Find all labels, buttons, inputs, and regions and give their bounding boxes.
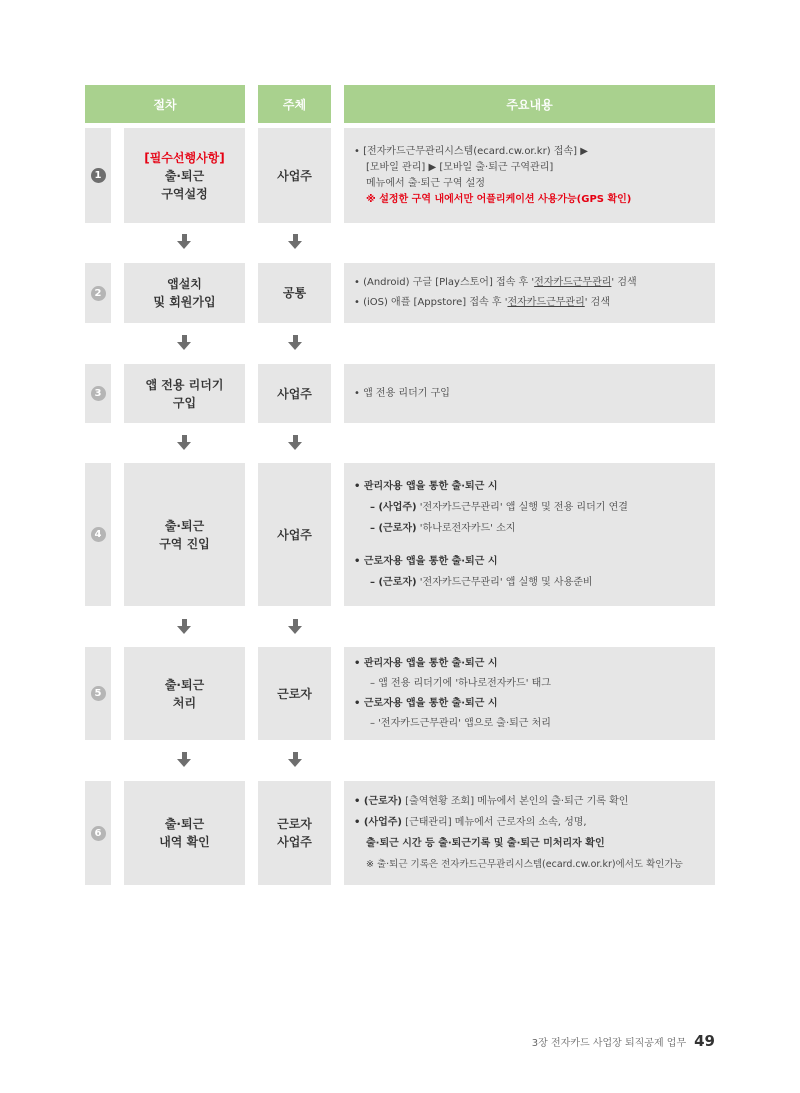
step-4-content-line-1: • 관리자용 앱을 통한 출·퇴근 시	[354, 481, 498, 492]
arrow-down-icon	[177, 619, 191, 635]
step-3-content-line-1: • 앱 전용 리더기 구입	[354, 387, 450, 399]
step-5-subject	[258, 647, 331, 740]
step-4-content	[344, 463, 715, 606]
step-4-worker-label-2: – (근로자)	[370, 577, 417, 588]
step-2-android-search: ' 검색	[611, 277, 637, 288]
arrow-down-icon	[288, 619, 302, 635]
header-subject	[258, 85, 331, 123]
step-2-content-line-1	[354, 273, 705, 293]
step-4-employer-label: – (사업주)	[370, 502, 417, 513]
page-number: 49	[694, 1032, 715, 1050]
step-6-worker-text: [출역현황 조회] 메뉴에서 본인의 출·퇴근 기록 확인	[402, 796, 629, 807]
step-3-subject	[258, 364, 331, 423]
step-1-content-line-2: [모바일 관리] ▶ [모바일 출·퇴근 구역관리]	[366, 161, 554, 173]
header-subject-label: 주체	[282, 97, 307, 112]
step-3-procedure-line-1: 앱 전용 리더기	[145, 377, 224, 392]
arrow-down-icon	[177, 752, 191, 768]
step-4-content-line-3	[354, 518, 705, 539]
step-4-subject	[258, 463, 331, 606]
step-4-number-badge: 4	[91, 527, 106, 542]
step-4-procedure-line-2: 구역 진입	[159, 536, 210, 551]
step-2-procedure-line-1: 앱설치	[167, 277, 202, 291]
step-2-content	[344, 263, 715, 323]
arrow-down-icon	[288, 435, 302, 451]
step-2-ios-text: • (iOS) 애플 [Appstore] 접속 후 '	[354, 297, 508, 308]
step-2-content-line-2	[354, 293, 705, 313]
step-6-procedure-line-2: 내역 확인	[159, 835, 210, 849]
step-1-procedure-line-1: 출·퇴근	[164, 168, 205, 183]
step-2-subject	[258, 263, 331, 323]
step-6-subject-line-1: 근로자	[277, 817, 312, 831]
step-6-number-badge: 6	[91, 826, 106, 841]
step-4-content-line-2	[354, 497, 705, 518]
step-5-number-cell	[85, 647, 111, 740]
step-5-content-line-4: – '전자카드근무관리' 앱으로 출·퇴근 처리	[370, 717, 551, 729]
step-6-subject-line-2: 사업주	[277, 835, 312, 849]
step-4-procedure	[124, 463, 245, 606]
step-1-number-badge: 1	[91, 168, 106, 183]
step-4-employer-text: '전자카드근무관리' 앱 실행 및 전용 리더기 연결	[416, 502, 628, 513]
arrow-down-icon	[288, 752, 302, 768]
step-5-content-line-1: • 관리자용 앱을 통한 출·퇴근 시	[354, 657, 498, 669]
step-4-subject-line-1: 사업주	[277, 527, 312, 542]
step-1-content-line-1: • [전자카드근무관리시스템(ecard.cw.or.kr) 접속] ▶	[354, 145, 588, 157]
step-4-worker-label: – (근로자)	[370, 523, 417, 534]
step-1-number-cell	[85, 128, 111, 223]
step-2-ios-search: ' 검색	[584, 297, 610, 308]
step-2-number-badge: 2	[91, 286, 106, 301]
step-6-content-note: ※ 출·퇴근 기록은 전자카드근무관리시스템(ecard.cw.or.kr)에서도 확인가능	[366, 859, 683, 870]
step-1-content	[344, 128, 715, 223]
step-3-procedure-line-2: 구입	[172, 395, 197, 410]
header-content-label: 주요내용	[506, 97, 553, 112]
step-6-employer-label: • (사업주)	[354, 817, 402, 828]
step-3-number-badge: 3	[91, 386, 106, 401]
step-4-number-cell	[85, 463, 111, 606]
step-3-number-cell	[85, 364, 111, 423]
step-5-subject-line-1: 근로자	[277, 686, 312, 701]
header-procedure	[85, 85, 245, 123]
step-6-content-line-1	[354, 791, 705, 812]
step-3-content	[344, 364, 715, 423]
arrow-down-icon	[288, 234, 302, 250]
step-6-procedure-line-1: 출·퇴근	[164, 817, 205, 831]
step-2-subject-line-1: 공통	[282, 286, 307, 300]
step-6-content-line-3: 출·퇴근 시간 등 출·퇴근기록 및 출·퇴근 미처리자 확인	[366, 838, 605, 849]
header-procedure-label: 절차	[153, 97, 177, 112]
step-4-worker-text-2: '전자카드근무관리' 앱 실행 및 사용준비	[416, 577, 593, 588]
step-4-content-line-5	[354, 572, 705, 593]
step-2-procedure-line-2: 및 회원가입	[153, 295, 216, 309]
footer-chapter-text: 3장 전자카드 사업장 퇴직공제 업무	[531, 1038, 687, 1049]
step-6-employer-text: [근태관리] 메뉴에서 근로자의 소속, 성명,	[402, 817, 587, 828]
step-1-required-label: [필수선행사항]	[144, 150, 225, 165]
step-5-content-line-3: • 근로자용 앱을 통한 출·퇴근 시	[354, 697, 498, 709]
step-2-number-cell	[85, 263, 111, 323]
step-6-procedure	[124, 781, 245, 885]
step-2-ios-app-name: 전자카드근무관리	[507, 297, 585, 308]
step-2-android-text: • (Android) 구글 [Play스토어] 접속 후 '	[354, 277, 535, 288]
header-content	[344, 85, 715, 123]
step-1-procedure	[124, 128, 245, 223]
step-6-worker-label: • (근로자)	[354, 796, 402, 807]
page-footer	[532, 1032, 715, 1050]
step-5-content-line-2: – 앱 전용 리더기에 '하나로전자카드' 태그	[370, 677, 551, 689]
arrow-down-icon	[177, 335, 191, 351]
step-3-procedure	[124, 364, 245, 423]
step-4-procedure-line-1: 출·퇴근	[164, 518, 205, 533]
arrow-down-icon	[177, 234, 191, 250]
step-5-number-badge: 5	[91, 686, 106, 701]
arrow-down-icon	[177, 435, 191, 451]
step-2-android-app-name: 전자카드근무관리	[534, 277, 612, 288]
step-5-procedure	[124, 647, 245, 740]
step-4-worker-text: '하나로전자카드' 소지	[416, 523, 516, 534]
step-1-content-line-3: 메뉴에서 출·퇴근 구역 설정	[366, 177, 485, 189]
arrow-down-icon	[288, 335, 302, 351]
step-6-number-cell	[85, 781, 111, 885]
step-5-content	[344, 647, 715, 740]
step-6-content	[344, 781, 715, 885]
step-1-content-warning: ※ 설정한 구역 내에서만 어플리케이션 사용가능(GPS 확인)	[366, 193, 632, 205]
step-1-subject-line-1: 사업주	[277, 168, 312, 183]
step-1-procedure-line-2: 구역설정	[161, 186, 208, 201]
step-5-procedure-line-2: 처리	[172, 695, 197, 710]
step-6-subject	[258, 781, 331, 885]
step-6-content-line-2	[354, 812, 705, 833]
step-3-subject-line-1: 사업주	[277, 386, 312, 401]
step-5-procedure-line-1: 출·퇴근	[164, 677, 205, 692]
step-2-procedure	[124, 263, 245, 323]
step-4-content-line-4: • 근로자용 앱을 통한 출·퇴근 시	[354, 556, 498, 567]
step-1-subject	[258, 128, 331, 223]
